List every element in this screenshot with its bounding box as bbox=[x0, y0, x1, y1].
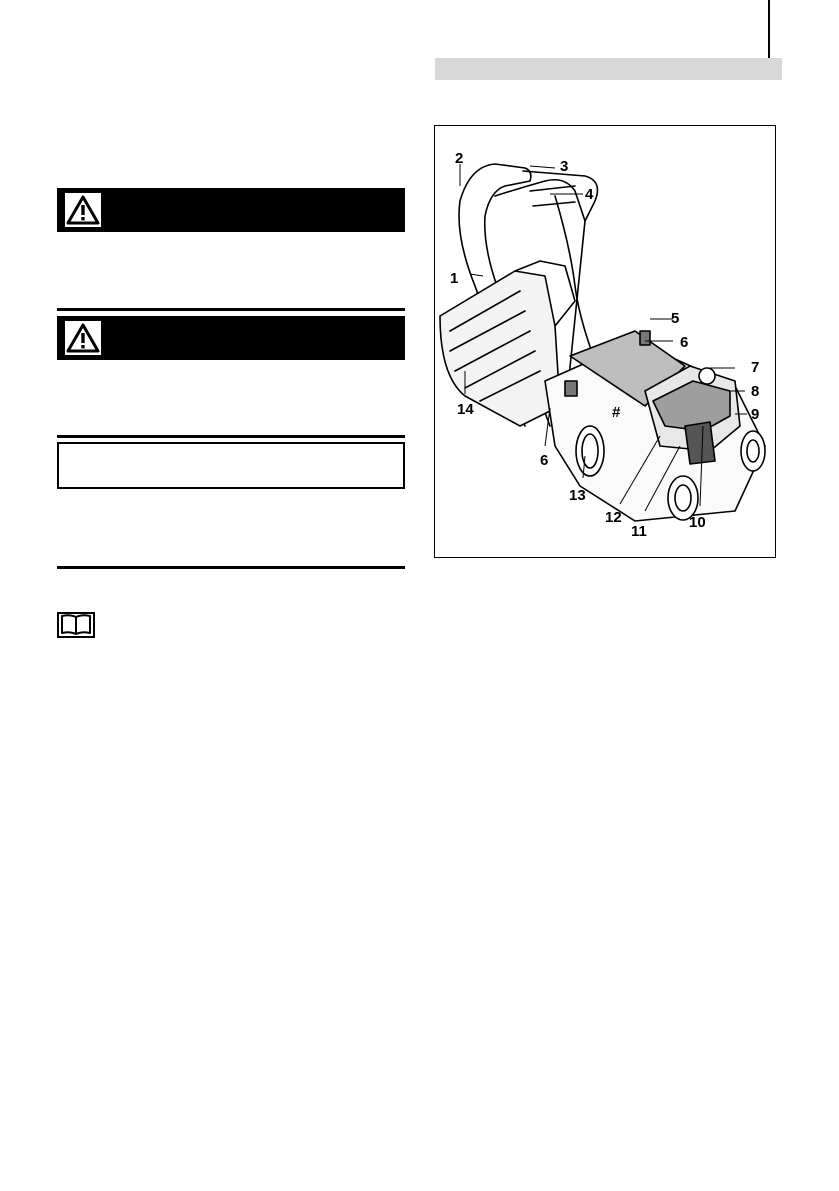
warning-banner-1 bbox=[57, 188, 405, 232]
warning-triangle-icon bbox=[65, 321, 101, 355]
callout-7: 7 bbox=[751, 359, 760, 376]
lawn-mower-figure bbox=[434, 125, 776, 558]
callout-11: 11 bbox=[631, 523, 647, 540]
book-icon bbox=[57, 612, 95, 638]
callout-10: 10 bbox=[689, 514, 706, 531]
warning-banner-2 bbox=[57, 316, 405, 360]
callout-6-left: 6 bbox=[540, 452, 549, 469]
callout-8: 8 bbox=[751, 383, 760, 400]
callout-5: 5 bbox=[671, 310, 680, 327]
callout-4: 4 bbox=[585, 186, 594, 203]
callout-hash: # bbox=[612, 404, 621, 421]
crop-mark bbox=[768, 0, 770, 58]
callout-3: 3 bbox=[560, 158, 569, 175]
section-header-bar bbox=[435, 58, 782, 80]
callout-6: 6 bbox=[680, 334, 689, 351]
divider bbox=[57, 566, 405, 569]
divider bbox=[57, 435, 405, 438]
divider bbox=[57, 308, 405, 311]
callout-13: 13 bbox=[569, 487, 586, 504]
callout-9: 9 bbox=[751, 406, 760, 423]
callout-14: 14 bbox=[457, 401, 474, 418]
callout-1: 1 bbox=[450, 270, 459, 287]
lawn-mower-illustration bbox=[435, 126, 775, 557]
warning-triangle-icon bbox=[65, 193, 101, 227]
note-box bbox=[57, 442, 405, 489]
callout-2: 2 bbox=[455, 150, 464, 167]
callout-12: 12 bbox=[605, 509, 622, 526]
